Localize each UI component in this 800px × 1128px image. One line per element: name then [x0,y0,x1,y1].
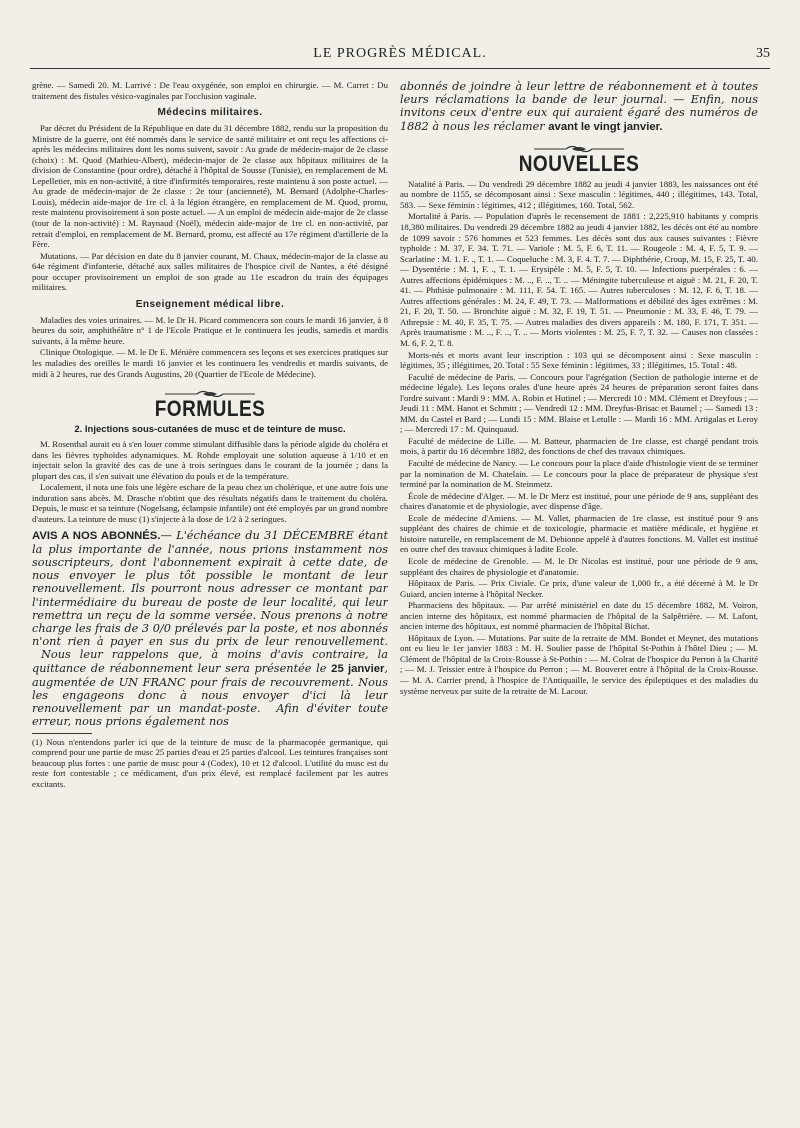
formules-heading: FORMULES [154,397,266,422]
paragraph-natalite: Natalité à Paris. — Du vendredi 29 décembre 1882 au jeudi 4 janvier 1883, les naissances ont été au nombre de 1155, se décomposant ainsi : Sexe masculin : légitimes, 440 ; illégitimes, 143. Total, 583. — Sexe féminin : légitimes, 412 ; illégitimes, 160. Total, 562. [400,178,758,210]
avis-cont-bold: avant le vingt janvier. [548,120,663,133]
page-number: 35 [756,46,770,61]
paragraph-localement: Localement, il nota une fois une légère eschare de la peau chez un cholérique, et une autre fois une induration sans abcès. M. Drasche n'obtint que des résultats négatifs dans le traitement du choléra. Depuis, le musc et sa teinture (Nogelsang, éclampsie infantile) ont été employés par un grand nombre d'auteurs. La teinture de musc (1) s'injecte à la dose de 1/2 à 2 seringues. [32,482,388,524]
avis-text-2b: , augmentée de UN FRANC pour frais de recouvrement. Nous les engageons donc à nous envoyer d'ici là leur renouvellement par un mandat-poste. [32,661,388,716]
footnote-rule [32,733,92,734]
paragraph-decret: Par décret du Président de la République en date du 31 décembre 1882, rendu sur la proposition du Ministre de la guerre, ont été nommés dans le service de santé militaire et ont reçu les affections ci-après les médecins militaires dont les noms suivent, savoir : Au grade de médecin-major de 2e classe (choix) : M. Quod (Mathieu-Albert), médecin-major de 2e classe aux hôpitaux militaires de la division de Constantine (pour ordre), détaché à l'hôpital de Sousse (Tunisie), en remplacement de M. Lepelletier, mis en non-activité, à titre d'infirmités temporaires, reste maintenu à son poste actuel. — Au grade de médecin-major de 2e classe : 2e tour (ancienneté), M. Bernard (Adolphe-Charles-Louis), médecin aide-major de 1re cl. à la légion étrangère, en remplacement de M. Quod, promu, reste maintenu provisoirement à son poste actuel. — A un emploi de médecin aide-major de 2e classe (tour de la non-activité) : M. Raynaud (Noël), médecin aide-major de 1re cl. en non-activité, par retrait d'emploi, en remplacement de M. Bernard, promu, est affecté au 17e régiment d'artillerie de la Fère. [32,123,388,250]
avis-heading: AVIS A NOS ABONNÉS. [32,529,161,542]
journal-title: LE PROGRÈS MÉDICAL. [313,46,487,61]
paragraph-mortalite: Mortalité à Paris. — Population d'après le recensement de 1881 : 2,225,910 habitants y compris 18,380 militaires. Du vendredi 29 décembre 1882 au jeudi 4 janvier 1882, les décès ont été au nombre de 1099 savoir : 576 hommes et 523 femmes. Les décès sont dus aux causes suivantes : Fièvre typhoïde : M. 37, F. 34. T. 71. — Variole : M. 5, F. 6, T. 11. — Rougeole : M. 4, F. 5, T. 9. — Scarlatine : M. 1. F. ., T. 1. — Coqueluche : M. 3, F. 4. T. 7. — Diphthérie, Croup, M. 15, F. 25, T. 40. — Dysentérie : M. 1, F. ., T. 1. — Erysipèle : M. 5, F. 5, T. 10. — Infections puerpérales : 6. — Autres affections épidémiques : M. .., F. .., T. .. — Méningite tuberculeuse et aiguë : M. 21, F. 20, T. 41. — Phthisie pulmonaire : M. 111, F. 54. T. 165. — Autres tuberculoses : M. 12, F. 6, T. 18. — Autres affections générales : M. 24, F. 49, T. 73. — Malformations et débilité des âges extrêmes : M. 21, F. 20, T. 50. — Bronchite aiguë : M. 32, F. 19, T. 51. — Pneumonie : M. 33, F. 46, T. 79. — Athrepsie : M. 40, F. 35, T. 75. — Autres maladies des divers appareils : M. 180, F. 171, T. 351. — Après traumatisme : M. .., F. .., T. .. — Morts violentes : M. 25, F. 7, T. 32. — Causes non classées : M. 6, F. 2, T. 8. [400,211,758,349]
paragraph-mutations: Mutations. — Par décision en date du 8 janvier courant, M. Chaux, médecin-major de la classe au 64e régiment d'infanterie, détaché aux salles militaires de l'hospice civil de Nantes, a été désigné pour occuper provisoirement un emploi de son grade au 11e escadron du train des équipages militaires. [32,250,388,293]
paragraph-urinaires: Maladies des voies urinaires. — M. le Dr H. Picard commencera son cours le mardi 16 janvier, à 8 heures du soir, amphithéâtre n° 1 de l'Ecole Pratique et le continuera les jeudis, samedis et mardis suivants, à la même heure. [32,314,388,346]
avis-date: 25 janvier [331,662,385,675]
section-heading-medecins: Médecins militaires. [157,107,263,119]
paragraph-continued: grène. — Samedi 20. M. Larrivé : De l'eau oxygénée, son emploi en chirurgie. — M. Carret : Du traitement des fistules vésico-vaginales par l'occlusion vaginale. [32,80,388,101]
ornament-divider [32,384,388,396]
paragraph-faculte-lille: Faculté de médecine de Lille. — M. Batteur, pharmacien de 1re classe, est chargé pendant trois mois, à partir du 16 décembre 1882, des fonctions de chef des travaux chimiques. [400,435,758,457]
footnote: (1) Nous n'entendons parler ici que de la teinture de musc de la pharmacopée germanique, qui comprend pour une partie de musc 25 parties d'eau et 25 parties d'alcool. Les teintures françaises sont beaucoup plus fortes : une partie de musc pour 4 (Codex), 10 et 12 d'alcool. L'utilité du musc est du reste fort contestable ; ce médicament, d'un prix élevé, est remplacé facilement par les autres excitants. [32,736,388,789]
paragraph-pharmaciens: Pharmaciens des hôpitaux. — Par arrêté ministériel en date du 15 décembre 1882, M. Voiron, ancien interne des hôpitaux, est nommé pharmacien de l'hôpital de la Salpêtrière. — M. Lafont, ancien interne des hôpitaux, est nommé pharmacien de l'hôpital Bichat. [400,600,758,632]
avis-text-3: Afin d'éviter toute erreur, nous prions également nos [32,702,388,729]
left-column [32,80,388,1110]
page-header [30,46,770,69]
right-column [400,80,758,1110]
paragraph-faculte-nancy: Faculté de médecine de Nancy. — Le concours pour la place d'aide d'histologie vient de se terminer par la nomination de M. Chatelain. — Le concours pour la place de préparateur de physique s'est terminé par la nomination de M. Steinmetz. [400,458,758,490]
avis-continued [400,80,758,134]
paragraph-ecole-grenoble: Ecole de médecine de Grenoble. — M. le Dr Nicolas est institué, pour une période de 9 ans, suppléant des chaires de physiologie et d'anatomie. [400,555,758,577]
paragraph-faculte-paris: Faculté de médecine de Paris. — Concours pour l'agrégation (Section de pathologie interne et de médecine légale). Les leçons orales d'une heure après 24 heures de préparation seront faites dans l'ordre suivant : Mardi 9 : MM. A. Robin et Hutinel ; — Mercredi 10 : MM. Clément et Dreyfous ; — Jeudi 11 : MM. Hanot et Schmitt ; — Vendredi 12 : MM. Dreyfus-Brisac et Baumel ; — Samedi 13 : MM. du Castel et Bard ; — Lundi 15 : MM. Blaise et Letulle : — Mardi 16 : MM. Artigalas et Leroy ; — Mercredi 17 : M. Quinquaud. [400,371,758,435]
formules-subheading: 2. Injections sous-cutanées de musc et de teinture de musc. [74,424,346,436]
paragraph-otologique: Clinique Otologique. — M. le Dr E. Ménière commencera ses leçons et ses exercices pratiques sur les maladies des oreilles le mardi 16 janvier et les continuera les vendredis et mardis suivants, de midi à 2 heures, rue des Grands Augustins, 20 (Quartier de l'Ecole de Médecine). [32,347,388,379]
paragraph-mort-nes: Morts-nés et morts avant leur inscription : 103 qui se décomposent ainsi : Sexe masculin : légitimes, 35 ; illégitimes, 20. Total : 55 Sexe féminin : légitimes, 33 ; illégitimes, 15. Total : 48. [400,349,758,371]
avis-text-2a: Nous leur rappelons que, à moins d'avis contraire, la quittance de réabonnement leur sera présentée le [32,648,388,675]
avis-abonnes [32,529,388,729]
paragraph-ecole-alger: École de médecine d'Alger. — M. le Dr Merz est institué, pour une période de 9 ans, suppléant des chaires d'anatomie et de physiologie, avec dispense d'âge. [400,490,758,512]
section-heading-enseignement: Enseignement médical libre. [135,298,285,310]
paragraph-rosenthal: M. Rosenthal aurait eu à s'en louer comme stimulant diffusible dans la période algide du choléra et dans les fièvres typhoïdes adynamiques. M. Rohde employait une solution aqueuse à 1/10 et en injectait selon la gravité des cas de une à trois seringues dans le courant de la journée ; dans la plupart des cas, il s'en suivait une élévation du pouls et de la température. [32,439,388,481]
nouvelles-heading: NOUVELLES [518,152,640,177]
ornament-divider-right [400,139,758,151]
paragraph-hopitaux-lyon: Hôpitaux de Lyon. — Mutations. Par suite de la retraite de MM. Bondet et Meynet, des mutations ont eu lieu le 1er janvier 1883 : M. H. Soulier passe de l'hôpital St-Pothin à l'hôtel Dieu ; — M. Clément de l'hôpital de la Croix-Rousse à St-Pothin : — M. Colrat de l'hospice du Perron à la Charité ; — M. J. Teissier entre à l'hospice du Perron ; — M. Bouveret entre à l'hôpital de la Croix-Rousse. — M. A. Carrier prend, à l'hospice de l'Antiquaille, le service des épileptiques et des maladies du système nerveux par suite de la retraite de M. Lacour. [400,632,758,696]
avis-text-1: — L'échéance du 31 DÉCEMBRE étant la plus importante de l'année, nous prions instamment nos souscripteurs, dont l'abonnement expirait à cette date, de nous envoyer le plus tôt possible le montant de leur renouvellement. Ils pourront nous adresser ce montant par l'intermédiaire du bureau de poste de leur localité, qui leur remettra un reçu de la somme versée. Nous prenons à notre charge les frais de 3 0/0 prélevés par la poste, et nos abonnés n'ont rien à payer en sus du prix de leur renouvellement. [32,528,388,649]
paragraph-hopitaux-paris: Hôpitaux de Paris. — Prix Civiale. Ce prix, d'une valeur de 1,000 fr., a été décerné à M. le Dr Guiard, ancien interne à l'hôpital Necker. [400,578,758,599]
avis-cont-text: abonnés de joindre à leur lettre de réabonnement et à toutes leurs réclamations la bande de leur journal. — Enfin, nous invitons ceux d'entre eux qui auraient égaré des numéros de 1882 à nous les réclamer [400,80,758,133]
paragraph-ecole-amiens: Ecole de médecine d'Amiens. — M. Vallet, pharmacien de 1re classe, est institué pour 9 ans suppléant des chaires de chimie et de toxicologie, pharmacie et matière médicale, et hygiène et histoire naturelle, en remplacement de M. Debionne appelé à d'autres fonctions. M. Vallet est institué en outre chef des travaux chimiques à ladite Ecole. [400,512,758,555]
